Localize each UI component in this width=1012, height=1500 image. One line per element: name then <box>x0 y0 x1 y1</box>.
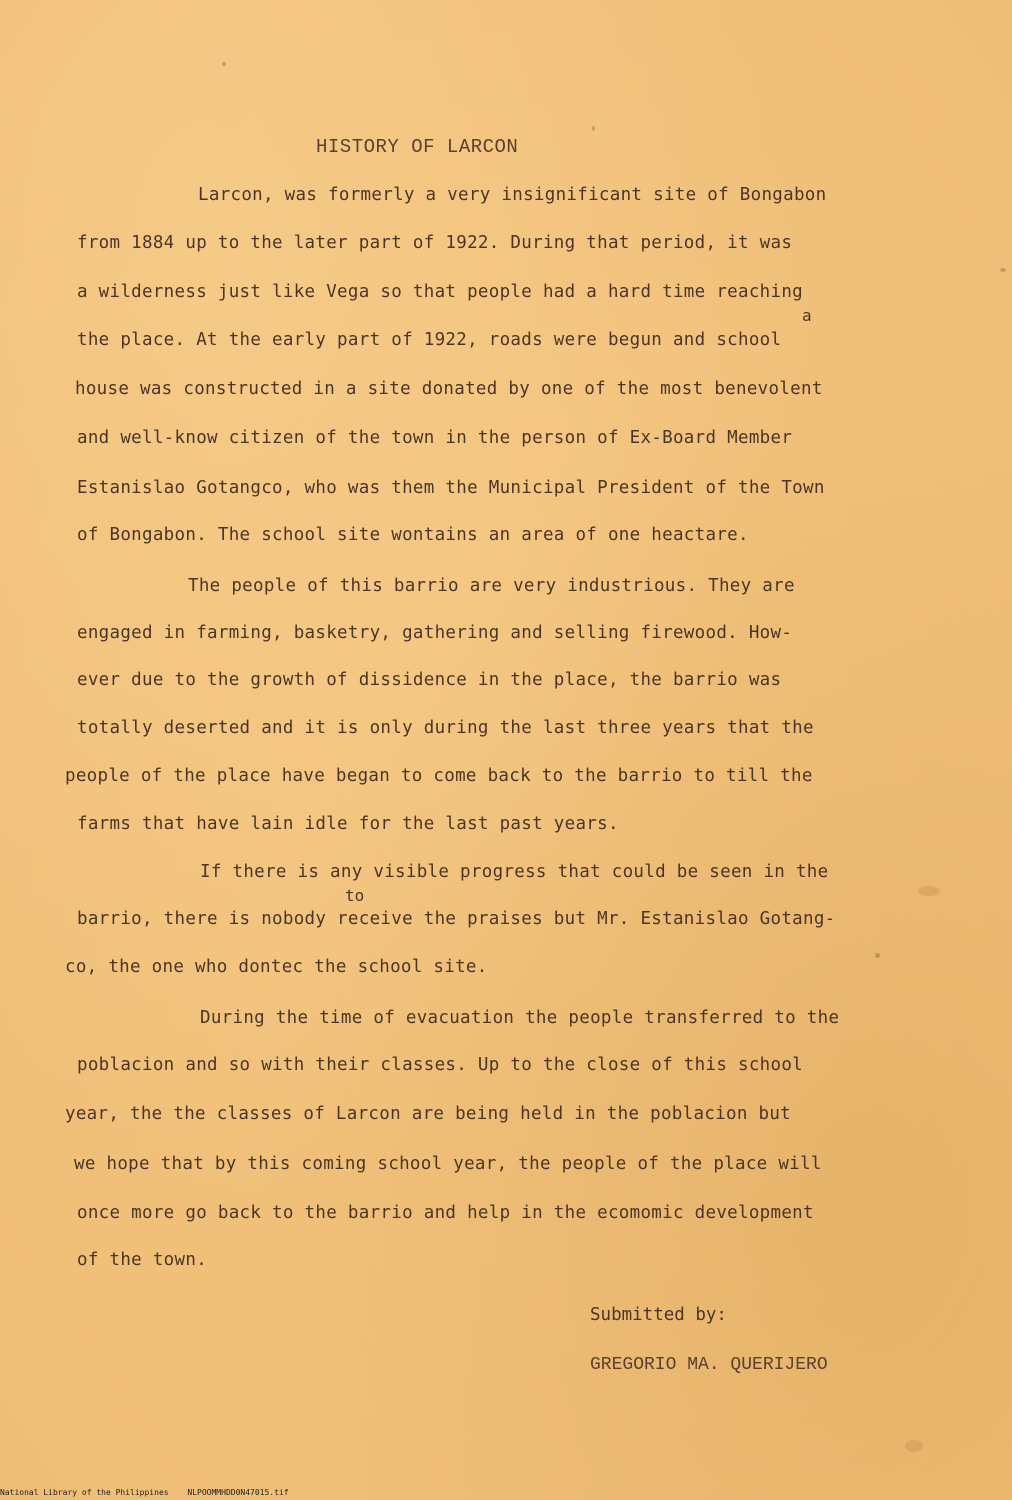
paragraph-2-line-5: people of the place have began to come back to the barrio to till the <box>65 766 813 786</box>
paragraph-1-line-7: Estanislao Gotangco, who was them the Municipal President of the Town <box>77 478 825 498</box>
paragraph-1-line-1: Larcon, was formerly a very insignificant site of Bongabon <box>198 185 827 205</box>
paragraph-4-line-1: During the time of evacuation the people transferred to the <box>200 1008 840 1028</box>
paragraph-2-line-4: totally deserted and it is only during the last three years that the <box>77 718 814 738</box>
paper-speck <box>918 886 940 896</box>
paragraph-1-line-8: of Bongabon. The school site wontains an area of one heactare. <box>77 525 749 545</box>
paragraph-1-line-4: the place. At the early part of 1922, roads were begun and school <box>77 330 782 350</box>
paper-speck <box>222 62 226 66</box>
document-title: HISTORY OF LARCON <box>316 136 519 158</box>
scan-footer <box>0 1488 303 1497</box>
paragraph-2-line-6: farms that have lain idle for the last past years. <box>77 814 619 834</box>
paragraph-1-line-6: and well-know citizen of the town in the person of Ex-Board Member <box>77 428 793 448</box>
paper-speck <box>1000 268 1006 272</box>
paragraph-3-interlinear-insert: to <box>345 886 365 905</box>
paragraph-4-line-4: we hope that by this coming school year, the people of the place will <box>74 1154 822 1174</box>
paragraph-3-line-3: co, the one who dontec the school site. <box>65 957 488 977</box>
paragraph-1-interlinear-insert: a <box>802 306 812 325</box>
footer-filename: NLPOOMMHDD0N47015.tif <box>187 1488 289 1497</box>
signatory-name: GREGORIO MA. QUERIJERO <box>590 1355 828 1375</box>
paragraph-2-line-1: The people of this barrio are very industrious. They are <box>188 576 795 596</box>
paper-speck <box>875 953 880 958</box>
paragraph-2-line-2: engaged in farming, basketry, gathering and selling firewood. How- <box>77 623 793 643</box>
paragraph-1-line-2: from 1884 up to the later part of 1922. During that period, it was <box>77 233 793 253</box>
paragraph-1-line-5: house was constructed in a site donated by one of the most benevolent <box>75 379 823 399</box>
paragraph-3-line-2: barrio, there is nobody receive the praises but Mr. Estanislao Gotang- <box>77 909 836 929</box>
paper-speck <box>592 126 595 131</box>
paragraph-2-line-3: ever due to the growth of dissidence in the place, the barrio was <box>77 670 782 690</box>
paper-speck <box>905 1440 923 1452</box>
paragraph-4-line-6: of the town. <box>77 1250 208 1270</box>
paragraph-4-line-2: poblacion and so with their classes. Up to the close of this school <box>77 1055 804 1075</box>
footer-source: National Library of the Philippines <box>0 1488 169 1497</box>
paragraph-3-line-1: If there is any visible progress that could be seen in the <box>200 862 829 882</box>
paragraph-1-line-3: a wilderness just like Vega so that people had a hard time reaching <box>77 282 804 302</box>
paragraph-4-line-3: year, the the classes of Larcon are being held in the poblacion but <box>65 1104 792 1124</box>
submitted-by-label: Submitted by: <box>590 1305 727 1325</box>
paragraph-4-line-5: once more go back to the barrio and help in the ecomomic development <box>77 1203 814 1223</box>
